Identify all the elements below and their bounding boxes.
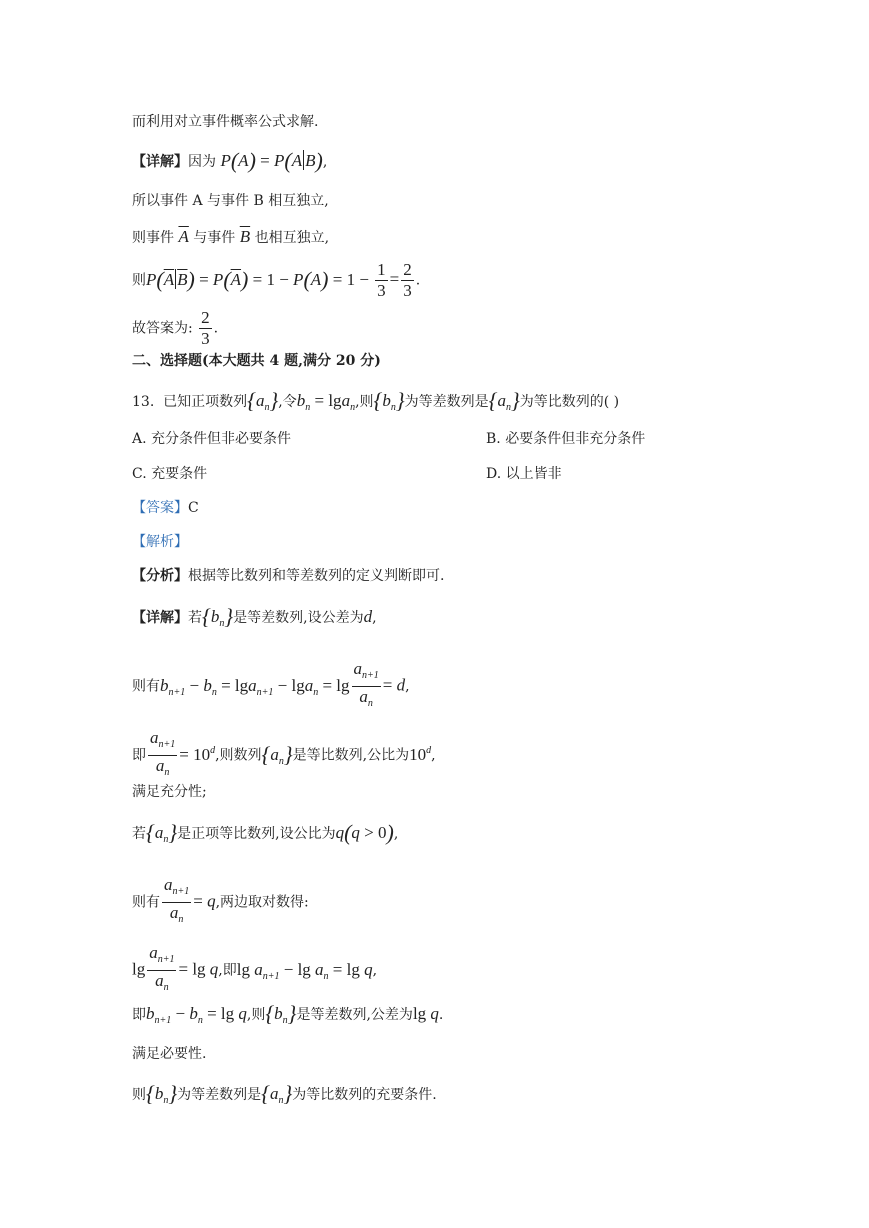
option-d: D. 以上皆非	[486, 466, 562, 482]
formula: P(A) = P(A B)	[220, 148, 323, 173]
section-heading: 二、选择题(本大题共 4 题,满分 20 分)	[132, 353, 381, 369]
text-line: 故答案为: $\frac{2}{3}$ .	[132, 308, 219, 348]
option-c: C. 充要条件	[132, 466, 208, 482]
option-a: A. 充分条件但非必要条件	[132, 431, 292, 447]
text-line: 【分析】根据等比数列和等差数列的定义判断即可.	[132, 568, 445, 584]
text-line: 满足充分性;	[132, 784, 207, 800]
text-line: 即 $\frac{a_{n+1}}{a_n}$ = $10^d$,则数列$\{a_n\}$是等比数列,公比为10$^d$,	[132, 728, 436, 778]
text-line: 则有$b_{n+1} - b_n = \lg a_{n+1} - \lg a_n = \lg$ $\frac{a_{n+1}}{a_n}$ = d,	[132, 659, 410, 709]
text-line	[132, 111, 318, 133]
text-line: 【详解】因为 P(A) = P(A B),	[132, 148, 328, 173]
text-line: 若$\{a_n\}$是正项等比数列,设公比为q(q > 0),	[132, 820, 399, 845]
answer-line: 【答案】C	[132, 500, 199, 516]
detail-label: 【详解】	[132, 154, 188, 170]
analysis-label: 【解析】	[132, 534, 188, 550]
option-b: B. 必要条件但非充分条件	[486, 431, 646, 447]
text-line: 则$P(\overline{A}$ $\overline{B}) = P(\overline{A}) = 1 - P(A) = 1$ − $\frac{1}{3}$ = $\frac{2}{3}$ .	[132, 260, 421, 300]
text: 而利用对立事件概率公式求解.	[132, 114, 319, 130]
question-13: 13. 已知正项数列$\{a_n\}$,令$b_n = \lg a_n$,则$\{b_n\}$为等差数列是$\{a_n\}$为等比数列的( )	[132, 388, 620, 413]
text-line: 则有 $\frac{a_{n+1}}{a_n}$ = q,两边取对数得:	[132, 875, 309, 925]
text-line: 则$\{b_n\}$为等差数列是$\{a_n\}$为等比数列的充要条件.	[132, 1081, 437, 1106]
text-line: 即$b_{n+1} - b_n = \lg q$,则$\{b_n\}$是等差数列,公差为lg q.	[132, 1001, 444, 1026]
text-line: 满足必要性.	[132, 1046, 207, 1062]
text-line: 所以事件 A 与事件 B 相互独立,	[132, 193, 329, 209]
text-line: 【详解】若$\{b_n\}$是等差数列,设公差为d,	[132, 604, 377, 629]
text-line: 则事件 $\overline{A}$ 与事件 $\overline{B}$ 也相互独立,	[132, 227, 330, 246]
formula: $P(\overline{A}$ $\overline{B}) = P(\overline{A}) = 1 - P(A) = 1$ −	[146, 266, 374, 292]
text-line: lg $\frac{a_{n+1}}{a_n}$ = lg q,即$\lg a_{n+1} - \lg a_n = \lg q$,	[132, 943, 378, 993]
